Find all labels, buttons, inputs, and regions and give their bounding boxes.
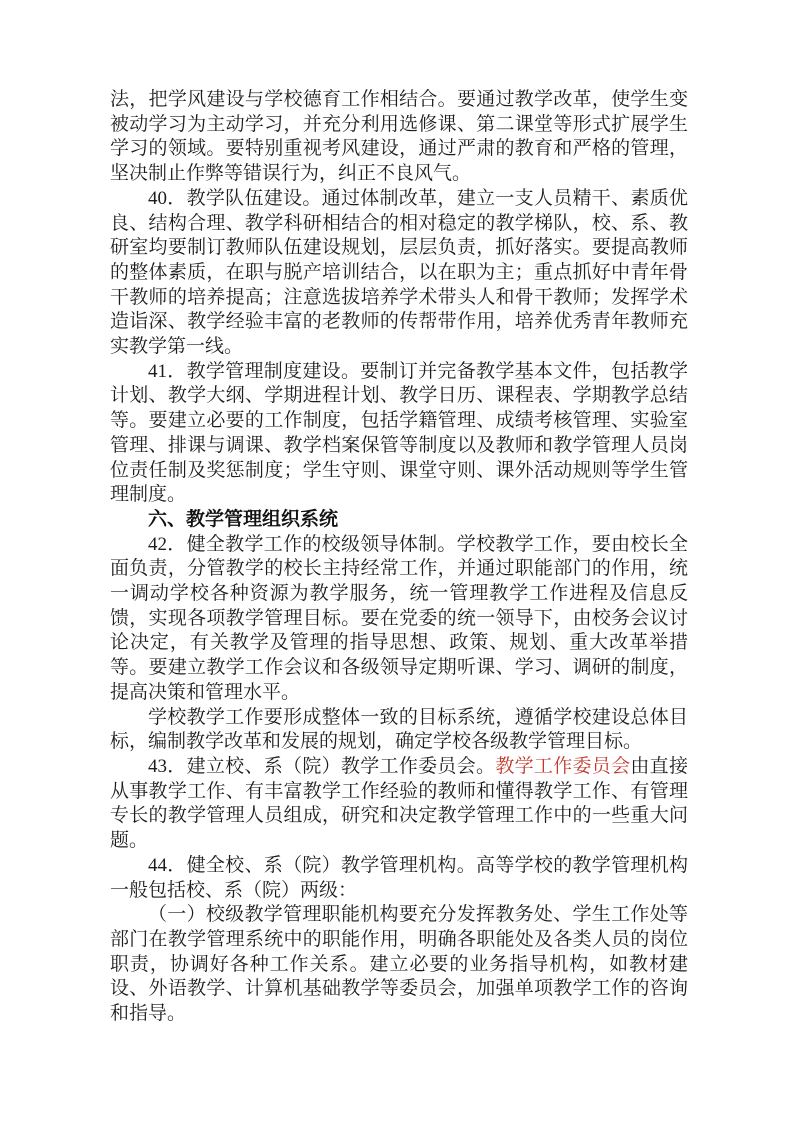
paragraph-43-rest-text: 由直接从事教学工作、有丰富教学工作经验的教师和懂得教学工作、有管理专长的教学管理人员组成，研究和决定教学管理工作中的一些重大问题。 <box>110 755 688 852</box>
paragraph-42-leadership-system: 42．健全教学工作的校级领导体制。学校教学工作，要由校长全面负责，分管教学的校长主持经常工作，并通过职能部门的作用，统一调动学校各种资源为教学服务，统一管理教学工作进程及信息反馈，实现各项教学管理目标。要在党委的统一领导下，由校务会议讨论决定，有关教学及管理的指导思想、政策、规划、重大改革举措等。要建立教学工作会议和各级领导定期听课、学习、调研的制度，提高决策和管理水平。 <box>110 533 688 703</box>
paragraph-41-management-rules: 41．教学管理制度建设。要制订并完备教学基本文件，包括教学计划、教学大纲、学期进程计划、教学日历、课程表、学期教学总结等。要建立必要的工作制度，包括学籍管理、成绩考核管理、实验室管理、排课与调课、教学档案保管等制度以及教师和教学管理人员岗位责任制及奖惩制度；学生守则、课堂守则、课外活动规则等学生管理制度。 <box>110 360 688 506</box>
paragraph-40-teaching-team: 40．教学队伍建设。通过体制改革，建立一支人员精干、素质优良、结构合理、教学科研相结合的相对稳定的教学梯队，校、系、教研室均要制订教师队伍建设规划，层层负责，抓好落实。要提高教师的整体素质，在职与脱产培训结合，以在职为主；重点抓好中青年骨干教师的培养提高；注意选拔培养学术带头人和骨干教师；发挥学术造诣深、教学经验丰富的老教师的传帮带作用，培养优秀青年教师充实教学第一线。 <box>110 187 688 358</box>
paragraph-42-goal-system: 学校教学工作要形成整体一致的目标系统，遵循学校建设总体目标，编制教学改革和发展的规划，确定学校各级教学管理目标。 <box>110 706 688 753</box>
paragraph-44-management-organs: 44．健全校、系（院）教学管理机构。高等学校的教学管理机构一般包括校、系（院）两级： <box>110 854 688 901</box>
paragraph-39-continuation: 法，把学风建设与学校德育工作相结合。要通过教学改革，使学生变被动学习为主动学习，并充分利用选修课、第二课堂等形式扩展学生学习的领域。要特别重视考风建设，通过严肃的教育和严格的管理，坚决制止作弊等错误行为，纠正不良风气。 <box>110 89 688 185</box>
paragraph-43-lead-text: 43．建立校、系（院）教学工作委员会。 <box>148 755 496 777</box>
highlighted-term-teaching-committee: 教学工作委员会 <box>495 755 631 777</box>
paragraph-44-item-1: （一）校级教学管理职能机构要充分发挥教务处、学生工作处等部门在教学管理系统中的职能作用，明确各职能处及各类人员的岗位职责，协调好各种工作关系。建立必要的业务指导机构，如教材建设、外语教学、计算机基础教学等委员会，加强单项教学工作的咨询和指导。 <box>110 904 688 1025</box>
document-body <box>110 88 688 1027</box>
section-heading-6: 六、教学管理组织系统 <box>148 508 339 530</box>
paragraph-43-committee <box>110 755 688 854</box>
